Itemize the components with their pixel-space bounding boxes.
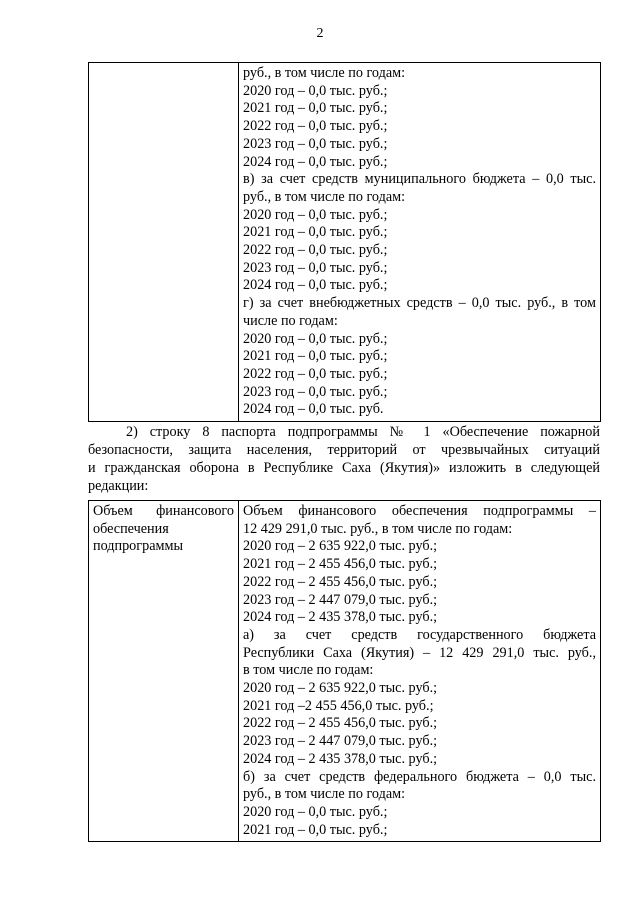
value-cell bbox=[239, 63, 601, 422]
text-line: 2021 год – 0,0 тыс. руб.; bbox=[243, 348, 388, 365]
text-line: 2024 год – 0,0 тыс. руб.; bbox=[243, 277, 388, 294]
text-line: а) за счет средств государственного бюджета bbox=[243, 626, 596, 643]
financing-table-continued bbox=[88, 62, 601, 422]
label-line: Объем финансового bbox=[93, 503, 234, 519]
text-line: 2021 год –2 455 456,0 тыс. руб.; bbox=[243, 697, 434, 714]
text-line: в) за счет средств муниципального бюджета – 0,0 тыс. bbox=[243, 171, 596, 188]
text-line: Объем финансового обеспечения подпрограммы – bbox=[243, 503, 596, 519]
text-line: 2023 год – 2 447 079,0 тыс. руб.; bbox=[243, 733, 438, 750]
text-line: руб., в том числе по годам: bbox=[243, 65, 406, 81]
text-line: 2020 год – 2 635 922,0 тыс. руб.; bbox=[243, 680, 438, 697]
paragraph-line: и гражданская оборона в Республике Саха (Якутия)» изложить в следующей bbox=[88, 460, 600, 476]
text-line: 2022 год – 2 455 456,0 тыс. руб.; bbox=[243, 715, 438, 732]
label-cell bbox=[89, 501, 239, 842]
text-line: 2023 год – 0,0 тыс. руб.; bbox=[243, 383, 388, 400]
text-line: 2022 год – 2 455 456,0 тыс. руб.; bbox=[243, 573, 438, 590]
table-row bbox=[89, 501, 601, 842]
text-line: руб., в том числе по годам: bbox=[243, 188, 406, 205]
paragraph-line: безопасности, защита населения, территорий от чрезвычайных ситуаций bbox=[88, 442, 600, 458]
text-line: 2021 год – 0,0 тыс. руб.; bbox=[243, 100, 388, 117]
value-cell bbox=[239, 501, 601, 842]
paragraph-line: 2) строку 8 паспорта подпрограммы № 1 «Обеспечение пожарной bbox=[126, 424, 600, 440]
label-cell-empty bbox=[89, 63, 239, 422]
text-line: 2022 год – 0,0 тыс. руб.; bbox=[243, 118, 388, 135]
text-line: числе по годам: bbox=[243, 312, 338, 329]
text-line: 2022 год – 0,0 тыс. руб.; bbox=[243, 242, 388, 259]
paragraph-line: редакции: bbox=[88, 478, 149, 494]
text-line: 2021 год – 2 455 456,0 тыс. руб.; bbox=[243, 556, 438, 573]
table-row bbox=[89, 63, 601, 422]
text-line: 2024 год – 0,0 тыс. руб.; bbox=[243, 153, 388, 170]
text-line: 2023 год – 2 447 079,0 тыс. руб.; bbox=[243, 591, 438, 608]
text-line: 2021 год – 0,0 тыс. руб.; bbox=[243, 224, 388, 241]
financing-table bbox=[88, 500, 601, 842]
text-line: 2022 год – 0,0 тыс. руб.; bbox=[243, 365, 388, 382]
text-line: 2020 год – 2 635 922,0 тыс. руб.; bbox=[243, 538, 438, 555]
amendment-paragraph bbox=[88, 423, 600, 495]
text-line: Республики Саха (Якутия) – 12 429 291,0 тыс. руб., bbox=[243, 644, 596, 661]
text-line: б) за счет средств федерального бюджета – 0,0 тыс. bbox=[243, 768, 596, 785]
text-line: 2020 год – 0,0 тыс. руб.; bbox=[243, 330, 388, 347]
text-line: 2024 год – 0,0 тыс. руб. bbox=[243, 401, 384, 418]
text-line: 2020 год – 0,0 тыс. руб.; bbox=[243, 82, 388, 99]
text-line: в том числе по годам: bbox=[243, 662, 374, 679]
text-line: 2024 год – 2 435 378,0 тыс. руб.; bbox=[243, 750, 438, 767]
page-number: 2 bbox=[316, 26, 324, 41]
text-line: 2020 год – 0,0 тыс. руб.; bbox=[243, 803, 388, 820]
label-line: обеспечения bbox=[93, 520, 169, 537]
text-line: 2020 год – 0,0 тыс. руб.; bbox=[243, 206, 388, 223]
text-line: 12 429 291,0 тыс. руб., в том числе по годам: bbox=[243, 520, 513, 537]
text-line: руб., в том числе по годам: bbox=[243, 786, 406, 803]
label-line: подпрограммы bbox=[93, 538, 183, 555]
text-line: 2021 год – 0,0 тыс. руб.; bbox=[243, 821, 388, 838]
text-line: г) за счет внебюджетных средств – 0,0 тыс. руб., в том bbox=[243, 295, 596, 312]
text-line: 2024 год – 2 435 378,0 тыс. руб.; bbox=[243, 609, 438, 626]
text-line: 2023 год – 0,0 тыс. руб.; bbox=[243, 135, 388, 152]
text-line: 2023 год – 0,0 тыс. руб.; bbox=[243, 259, 388, 276]
